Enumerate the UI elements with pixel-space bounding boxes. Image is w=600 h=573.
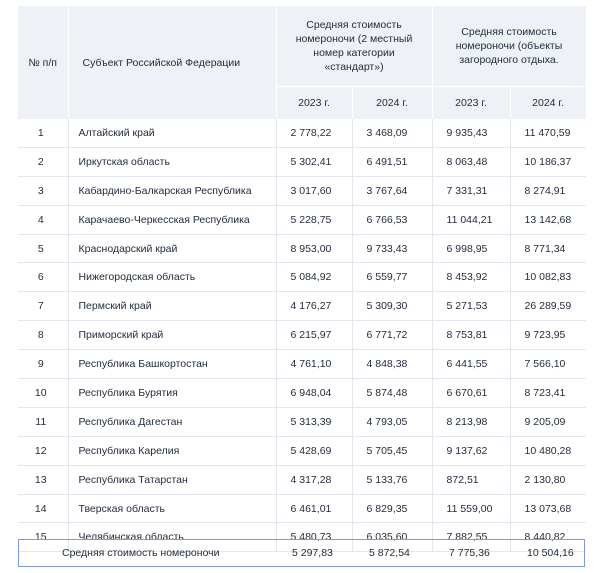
header-group-standard: Средняя стоимость номероночи (2 местный номер категории «стандарт») <box>276 6 432 87</box>
row-value-standard-2023: 6 461,01 <box>276 494 352 523</box>
row-value-country-2023: 9 137,62 <box>432 436 510 465</box>
row-subject: Алтайский край <box>68 119 276 147</box>
row-value-standard-2023: 5 428,69 <box>276 436 352 465</box>
price-table <box>18 6 587 552</box>
row-number: 9 <box>18 350 68 379</box>
row-value-country-2024: 13 073,68 <box>510 494 586 523</box>
row-subject: Краснодарский край <box>68 234 276 263</box>
table-row <box>18 176 586 205</box>
row-value-country-2024: 8 440,82 <box>510 523 586 552</box>
row-subject: Тверская область <box>68 494 276 523</box>
table-row <box>18 350 586 379</box>
table-row <box>18 494 586 523</box>
row-value-standard-2023: 3 017,60 <box>276 176 352 205</box>
table-row <box>18 263 586 292</box>
row-value-country-2024: 8 274,91 <box>510 176 586 205</box>
row-value-standard-2023: 5 302,41 <box>276 147 352 176</box>
average-cell: 5 872,54 <box>369 547 410 559</box>
row-subject: Республика Карелия <box>68 436 276 465</box>
table-row <box>18 436 586 465</box>
header-num: № п/п <box>18 6 68 119</box>
row-subject: Республика Татарстан <box>68 465 276 494</box>
row-value-standard-2024: 5 705,45 <box>352 436 432 465</box>
row-value-country-2024: 10 186,37 <box>510 147 586 176</box>
row-value-country-2024: 9 723,95 <box>510 321 586 350</box>
row-value-country-2023: 11 559,00 <box>432 494 510 523</box>
table-row <box>18 321 586 350</box>
row-value-country-2023: 6 998,95 <box>432 234 510 263</box>
row-value-country-2024: 11 470,59 <box>510 119 586 147</box>
row-value-standard-2023: 5 228,75 <box>276 205 352 234</box>
row-number: 1 <box>18 119 68 147</box>
row-value-country-2023: 8 213,98 <box>432 407 510 436</box>
row-value-standard-2024: 5 133,76 <box>352 465 432 494</box>
row-subject: Нижегородская область <box>68 263 276 292</box>
row-subject: Республика Башкортостан <box>68 350 276 379</box>
header-year: 2024 г. <box>510 87 586 120</box>
row-value-standard-2024: 6 035,60 <box>352 523 432 552</box>
row-value-standard-2024: 6 829,35 <box>352 494 432 523</box>
row-value-standard-2023: 6 948,04 <box>276 379 352 408</box>
row-value-country-2024: 7 566,10 <box>510 350 586 379</box>
row-value-country-2024: 26 289,59 <box>510 292 586 321</box>
row-value-standard-2023: 5 480,73 <box>276 523 352 552</box>
row-value-standard-2024: 5 309,30 <box>352 292 432 321</box>
row-value-standard-2023: 4 317,28 <box>276 465 352 494</box>
row-number: 11 <box>18 407 68 436</box>
row-value-country-2023: 11 044,21 <box>432 205 510 234</box>
row-value-country-2023: 7 882,55 <box>432 523 510 552</box>
row-number: 5 <box>18 234 68 263</box>
row-value-standard-2023: 4 176,27 <box>276 292 352 321</box>
row-value-standard-2024: 4 793,05 <box>352 407 432 436</box>
row-number: 6 <box>18 263 68 292</box>
table-header <box>18 6 586 119</box>
row-subject: Кабардино-Балкарская Республика <box>68 176 276 205</box>
row-value-standard-2023: 5 313,39 <box>276 407 352 436</box>
row-value-country-2024: 8 771,34 <box>510 234 586 263</box>
row-value-country-2023: 872,51 <box>432 465 510 494</box>
average-cell: 10 504,16 <box>527 547 574 559</box>
average-cell: 7 775,36 <box>449 547 490 559</box>
header-group-country: Средняя стоимость номероночи (объекты загородного отдыха. <box>432 6 586 87</box>
header-year: 2023 г. <box>276 87 352 120</box>
row-number: 3 <box>18 176 68 205</box>
table-row <box>18 205 586 234</box>
row-subject: Карачаево-Черкесская Республика <box>68 205 276 234</box>
header-year: 2023 г. <box>432 87 510 120</box>
row-subject: Пермский край <box>68 292 276 321</box>
row-value-standard-2024: 6 771,72 <box>352 321 432 350</box>
row-number: 13 <box>18 465 68 494</box>
row-number: 4 <box>18 205 68 234</box>
table-row <box>18 407 586 436</box>
row-value-standard-2023: 5 084,92 <box>276 263 352 292</box>
row-value-country-2024: 10 082,83 <box>510 263 586 292</box>
row-value-country-2024: 13 142,68 <box>510 205 586 234</box>
row-value-country-2023: 6 441,55 <box>432 350 510 379</box>
table-row <box>18 292 586 321</box>
row-number: 8 <box>18 321 68 350</box>
row-subject: Челябинская область <box>68 523 276 552</box>
table-row <box>18 465 586 494</box>
row-value-standard-2024: 5 874,48 <box>352 379 432 408</box>
row-number: 12 <box>18 436 68 465</box>
average-cell: 5 297,83 <box>292 547 333 559</box>
row-value-country-2023: 5 271,53 <box>432 292 510 321</box>
row-value-standard-2024: 3 468,09 <box>352 119 432 147</box>
row-value-country-2023: 7 331,31 <box>432 176 510 205</box>
row-value-standard-2023: 2 778,22 <box>276 119 352 147</box>
row-value-standard-2024: 4 848,38 <box>352 350 432 379</box>
table-row <box>18 147 586 176</box>
average-label: Средняя стоимость номероночи <box>62 547 220 559</box>
row-subject: Иркутская область <box>68 147 276 176</box>
table-body <box>18 119 586 552</box>
table-row <box>18 234 586 263</box>
row-value-standard-2023: 6 215,97 <box>276 321 352 350</box>
row-value-standard-2023: 4 761,10 <box>276 350 352 379</box>
header-year: 2024 г. <box>352 87 432 120</box>
row-number: 2 <box>18 147 68 176</box>
row-number: 14 <box>18 494 68 523</box>
row-value-country-2024: 9 205,09 <box>510 407 586 436</box>
row-subject: Республика Бурятия <box>68 379 276 408</box>
average-row <box>18 539 585 567</box>
row-value-standard-2024: 3 767,64 <box>352 176 432 205</box>
row-value-standard-2024: 6 491,51 <box>352 147 432 176</box>
row-subject: Республика Дагестан <box>68 407 276 436</box>
row-value-standard-2024: 9 733,43 <box>352 234 432 263</box>
row-value-standard-2023: 8 953,00 <box>276 234 352 263</box>
row-value-country-2023: 8 063,48 <box>432 147 510 176</box>
row-value-standard-2024: 6 559,77 <box>352 263 432 292</box>
table-row <box>18 379 586 408</box>
row-value-country-2024: 10 480,28 <box>510 436 586 465</box>
table-row <box>18 119 586 147</box>
row-number: 7 <box>18 292 68 321</box>
row-value-country-2024: 2 130,80 <box>510 465 586 494</box>
row-value-country-2023: 6 670,61 <box>432 379 510 408</box>
row-value-country-2023: 8 753,81 <box>432 321 510 350</box>
row-value-country-2023: 9 935,43 <box>432 119 510 147</box>
header-subject: Субъект Российской Федерации <box>68 6 276 119</box>
row-number: 15 <box>18 523 68 552</box>
row-value-standard-2024: 6 766,53 <box>352 205 432 234</box>
row-value-country-2024: 8 723,41 <box>510 379 586 408</box>
row-subject: Приморский край <box>68 321 276 350</box>
row-number: 10 <box>18 379 68 408</box>
row-value-country-2023: 8 453,92 <box>432 263 510 292</box>
